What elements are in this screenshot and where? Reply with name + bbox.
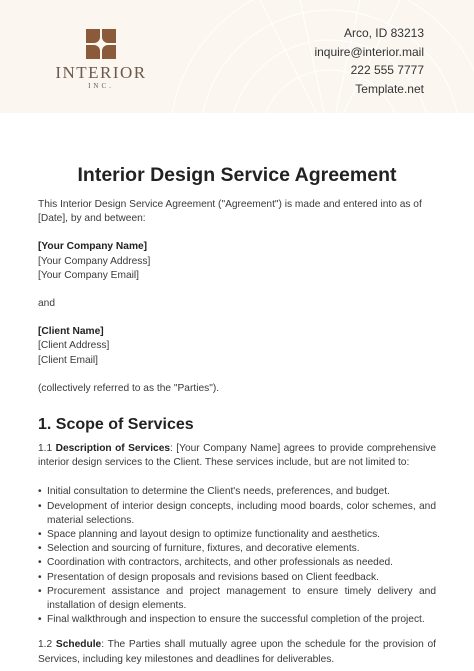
client-party-name: [Client Name]	[38, 326, 104, 338]
clause-description-of-services	[38, 442, 436, 470]
clause-text: : The Parties shall mutually agree upon the schedule for the provision of Services, including key milestones and deadlines for deliverables.	[38, 639, 436, 665]
clause-schedule	[38, 638, 436, 666]
company-website: Template.net	[355, 81, 424, 96]
company-party-block	[38, 240, 436, 283]
client-party-address: [Client Address]	[38, 340, 110, 352]
list-item: • Final walkthrough and inspection to ensure the successful completion of the project.	[38, 613, 436, 627]
letterhead	[0, 0, 474, 113]
list-item: • Selection and sourcing of furniture, fixtures, and decorative elements.	[38, 542, 436, 556]
services-list	[38, 485, 436, 627]
list-item: • Presentation of design proposals and revisions based on Client feedback.	[38, 571, 436, 585]
company-address: Arco, ID 83213	[343, 26, 424, 40]
list-item: • Space planning and layout design to optimize functionality and aesthetics.	[38, 528, 436, 542]
list-item: • Procurement assistance and project management to ensure timely delivery and installation of design elements.	[38, 585, 436, 613]
company-party-name: [Your Company Name]	[38, 241, 148, 253]
clause-number: 1.1	[38, 443, 53, 455]
clause-text: : [Your Company Name] agrees to provide comprehensive interior design services to the Client. These services include, but are not limited to:	[38, 443, 436, 469]
clause-label: Schedule	[55, 639, 102, 651]
logo-name: INTERIOR	[55, 63, 147, 82]
company-logo	[46, 28, 156, 91]
clause-label: Description of Services	[55, 443, 171, 455]
company-phone: 222 555 7777	[350, 63, 424, 77]
logo-mark-icon	[85, 28, 117, 60]
document-title: Interior Design Service Agreement	[77, 164, 397, 186]
document-body	[38, 160, 436, 667]
intro-paragraph: This Interior Design Service Agreement ("Agreement") is made and entered into as of [Date], by and between:	[38, 199, 422, 225]
collective-reference: (collectively referred to as the "Parties").	[38, 382, 220, 394]
list-item: • Coordination with contractors, architects, and other professionals as needed.	[38, 556, 436, 570]
client-party-email: [Client Email]	[38, 354, 99, 366]
list-item: • Initial consultation to determine the Client's needs, preferences, and budget.	[38, 485, 436, 499]
contact-block	[314, 24, 424, 98]
company-party-email: [Your Company Email]	[38, 269, 139, 281]
clause-number: 1.2	[38, 639, 53, 651]
list-item: • Development of interior design concepts, including mood boards, color schemes, and material selections.	[38, 500, 436, 528]
logo-subtitle: INC.	[88, 82, 114, 90]
company-email: inquire@interior.mail	[314, 44, 424, 59]
section-heading-scope: 1. Scope of Services	[38, 416, 194, 434]
company-party-address: [Your Company Address]	[38, 255, 151, 267]
client-party-block	[38, 325, 436, 368]
and-text: and	[38, 298, 55, 310]
